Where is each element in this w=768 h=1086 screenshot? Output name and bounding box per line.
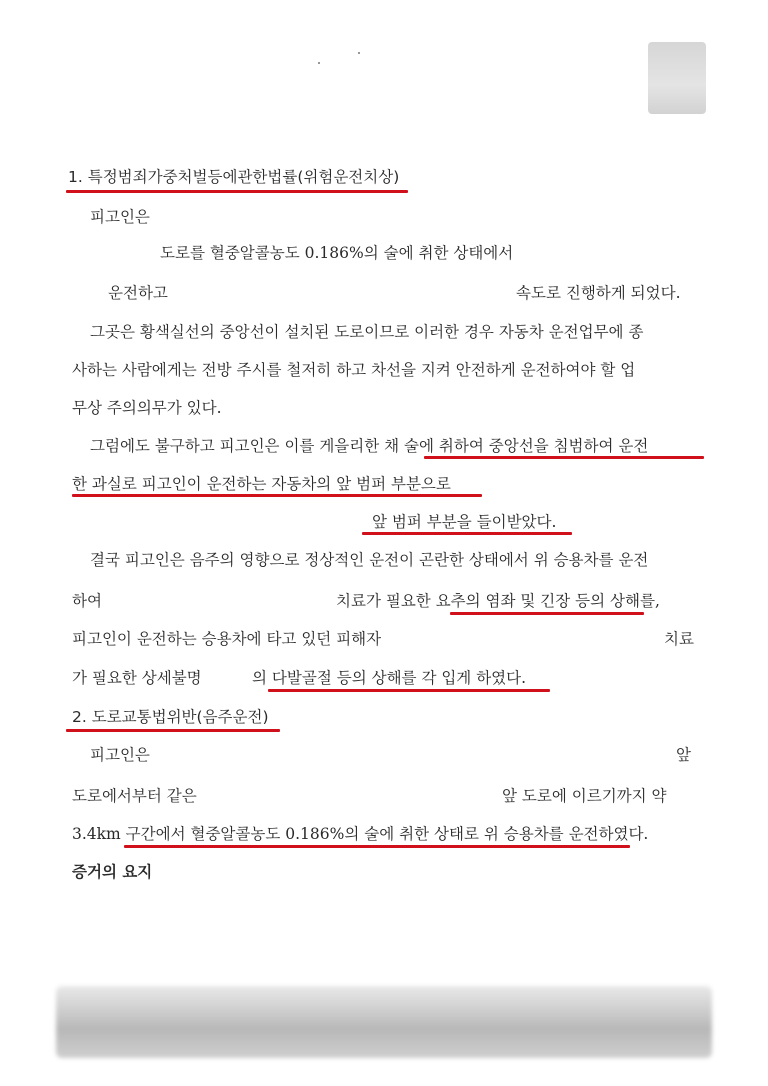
text-line: 하여 [72, 592, 102, 610]
speck [318, 62, 320, 64]
highlight-underline [424, 456, 704, 459]
section1-heading: 1. 특정범죄가중처벌등에관한법률(위험운전치상) [68, 168, 400, 186]
text-line: 피고인이 운전하는 승용차에 타고 있던 피해자 [72, 630, 382, 648]
redacted-footer-block [56, 986, 712, 1058]
text-line: 앞 범퍼 부분을 들이받았다. [372, 513, 557, 531]
heading-underline [66, 729, 280, 732]
text-line: 속도로 진행하게 되었다. [516, 284, 681, 302]
text-line: 한 과실로 피고인이 운전하는 자동차의 앞 범퍼 부분으로 [72, 475, 451, 493]
text-line: 가 필요한 상세불명 [72, 669, 202, 687]
text-line: 피고인은 [90, 208, 150, 226]
text-line: 피고인은 [90, 746, 150, 764]
highlight-underline [124, 845, 630, 848]
text-line: 운전하고 [108, 284, 168, 302]
text-line: 결국 피고인은 음주의 영향으로 정상적인 운전이 곤란한 상태에서 위 승용차를 운전 [90, 551, 649, 569]
text-line: 치료 [664, 630, 694, 648]
section2-heading: 2. 도로교통법위반(음주운전) [72, 708, 269, 726]
highlight-underline [362, 532, 572, 535]
text-line: 그럼에도 불구하고 피고인은 이를 게을리한 채 술에 취하여 중앙선을 침범하여 운전 [90, 437, 649, 455]
text-line: 의 다발골절 등의 상해를 각 입게 하였다. [252, 669, 527, 687]
text-line: 앞 도로에 이르기까지 약 [502, 787, 667, 805]
text-line: 도로를 혈중알콜농도 0.186%의 술에 취한 상태에서 [160, 244, 514, 262]
heading-underline [66, 190, 408, 193]
text-line: 도로에서부터 같은 [72, 787, 197, 805]
text-line: 사하는 사람에게는 전방 주시를 철저히 하고 차선을 지켜 안전하게 운전하여야 할 업 [72, 361, 636, 379]
text-line: 무상 주의의무가 있다. [72, 399, 222, 417]
highlight-underline [450, 612, 644, 615]
text-line: 앞 [676, 746, 691, 764]
text-line: 그곳은 황색실선의 중앙선이 설치된 도로이므로 이러한 경우 자동차 운전업무에 종 [90, 323, 644, 341]
text-line: 치료가 필요한 요추의 염좌 및 긴장 등의 상해를, [336, 592, 660, 610]
evidence-heading: 증거의 요지 [72, 863, 153, 881]
speck [358, 52, 360, 54]
highlight-underline [72, 494, 482, 497]
redacted-corner-block [648, 42, 706, 114]
text-line: 3.4km 구간에서 혈중알콜농도 0.186%의 술에 취한 상태로 위 승용차를 운전하였다. [72, 825, 649, 843]
highlight-underline [268, 689, 550, 692]
